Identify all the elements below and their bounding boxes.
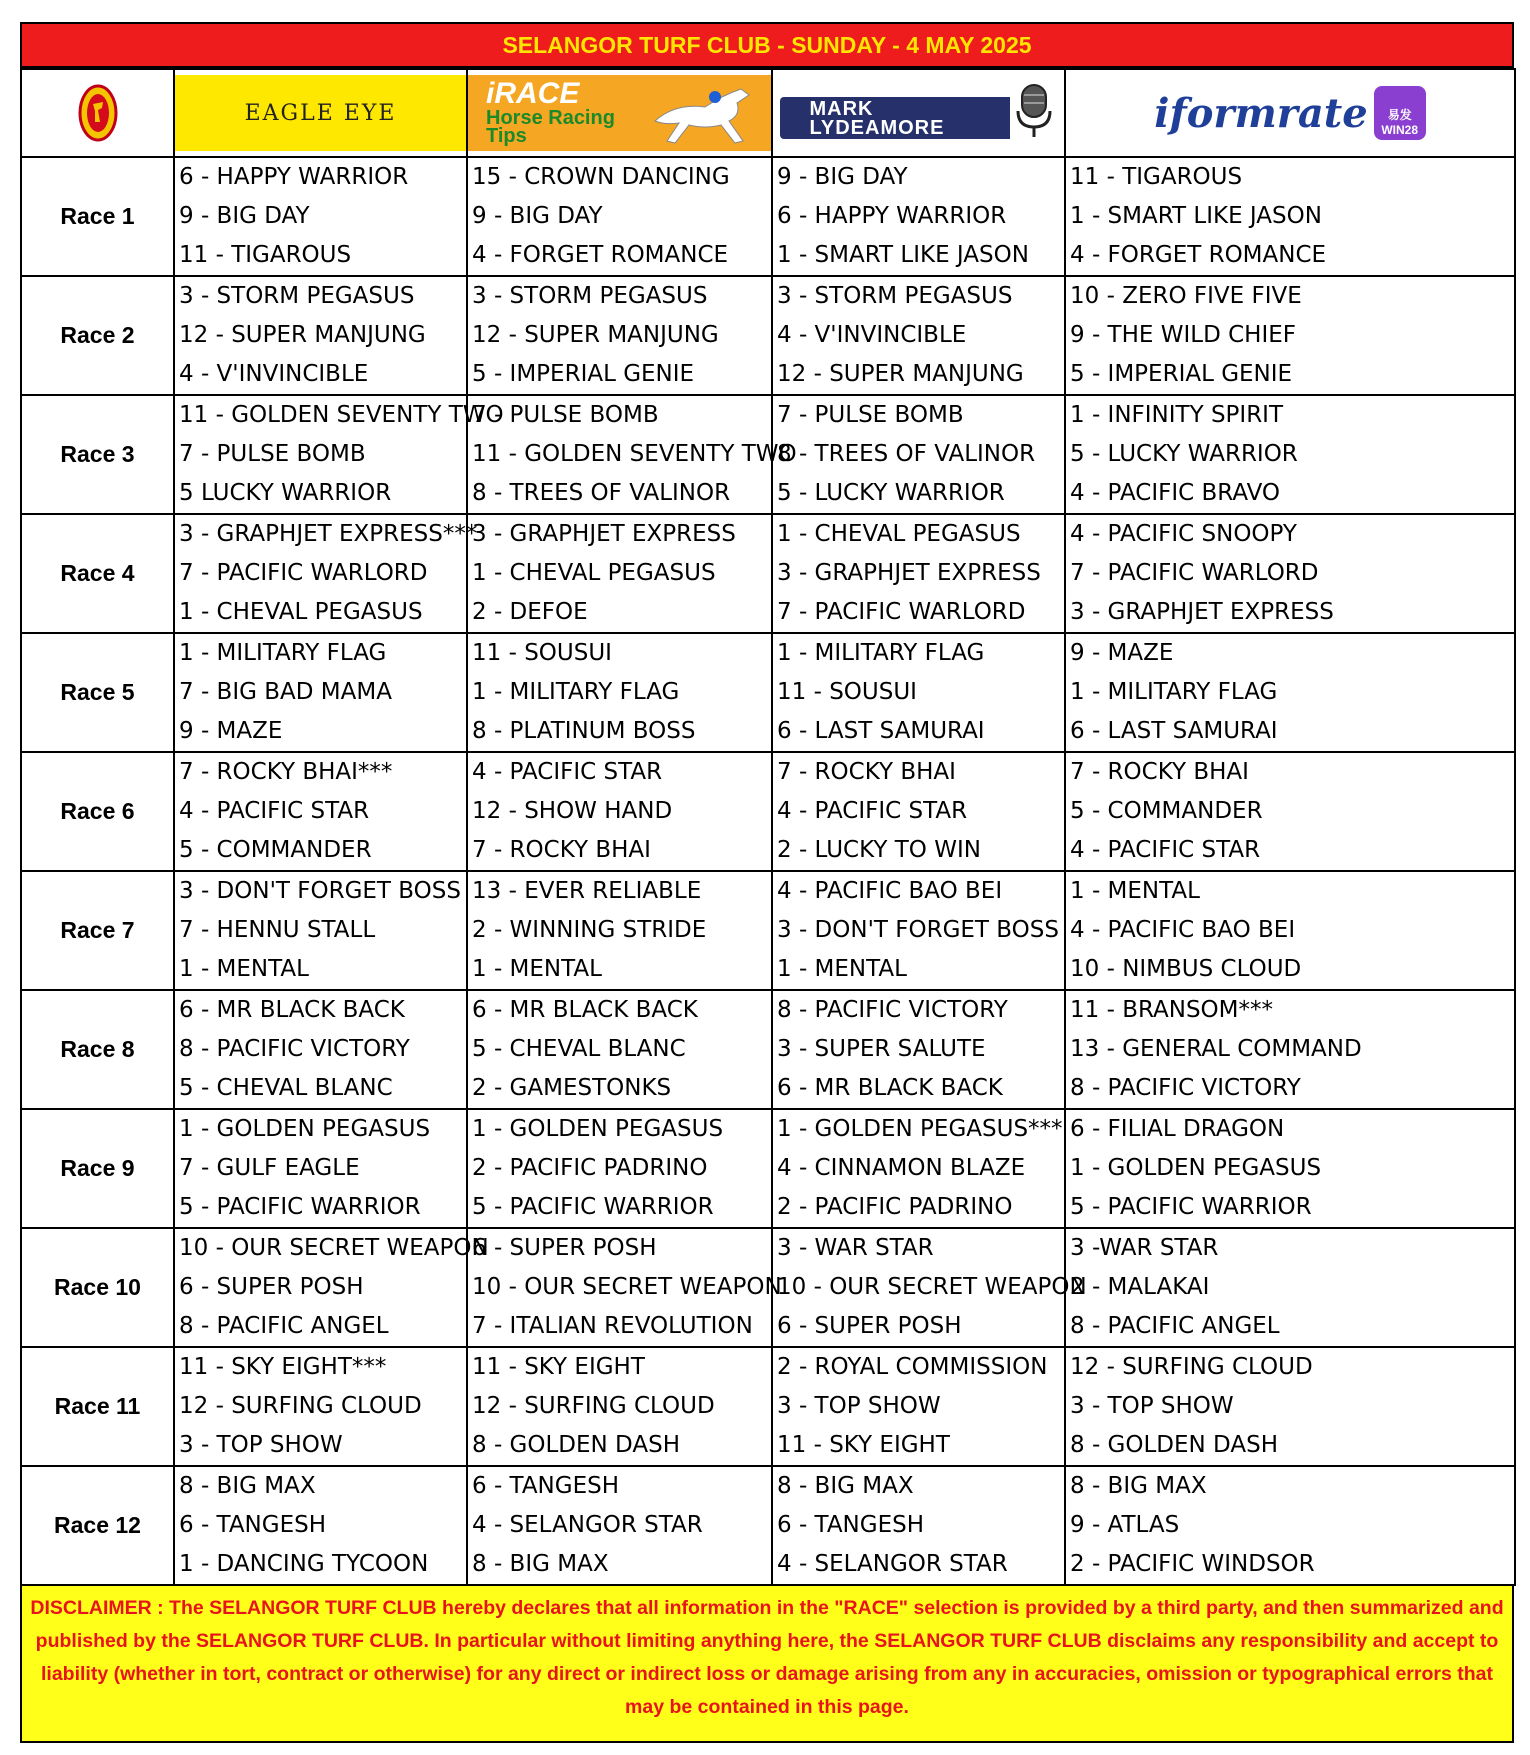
horse-pick: 6 - SUPER POSH xyxy=(472,1235,657,1261)
iformrate-name: iformrate xyxy=(1154,89,1368,137)
tipster-picks-cell xyxy=(1065,514,1515,633)
horse-pick: 1 - SMART LIKE JASON xyxy=(1070,203,1322,229)
horse-pick: 6 - LAST SAMURAI xyxy=(1070,718,1278,744)
horse-pick: 11 - SOUSUI xyxy=(472,640,612,666)
horse-pick: 11 - BRANSOM*** xyxy=(1070,997,1274,1023)
iformrate-logo xyxy=(1154,86,1425,140)
race-label: Race 12 xyxy=(21,1466,174,1585)
tipster-picks-cell xyxy=(174,157,467,276)
horse-pick: 7 - ROCKY BHAI*** xyxy=(179,759,393,785)
horse-pick: 3 - GRAPHJET EXPRESS*** xyxy=(179,521,478,547)
race-rows xyxy=(21,157,1515,1585)
horse-pick: 5 - CHEVAL BLANC xyxy=(472,1036,686,1062)
tipster-picks-cell xyxy=(467,276,772,395)
tipster-picks-cell xyxy=(1065,1347,1515,1466)
horse-pick: 4 - FORGET ROMANCE xyxy=(1070,242,1327,268)
horse-pick: 15 - CROWN DANCING xyxy=(472,164,730,190)
horse-pick: 2 - GAMESTONKS xyxy=(472,1075,672,1101)
horse-pick: 8 - BIG MAX xyxy=(179,1473,316,1499)
horse-pick: 4 - PACIFIC STAR xyxy=(1070,837,1261,863)
horse-pick: 12 - SURFING CLOUD xyxy=(1070,1354,1313,1380)
tipster-picks-cell xyxy=(772,990,1065,1109)
horse-pick: 2 - LUCKY TO WIN xyxy=(777,837,981,863)
horse-pick: 7 - PACIFIC WARLORD xyxy=(179,560,428,586)
tipster-picks-cell xyxy=(772,1228,1087,1347)
tipster-picks-cell xyxy=(467,514,772,633)
horse-pick: 12 - SUPER MANJUNG xyxy=(777,361,1024,387)
horse-pick: 12 - SURFING CLOUD xyxy=(179,1393,422,1419)
horse-pick: 5 - PACIFIC WARRIOR xyxy=(472,1194,714,1220)
horse-pick: 7 - ROCKY BHAI xyxy=(472,837,651,863)
horse-pick: 11 - SKY EIGHT xyxy=(777,1432,950,1458)
tipster-picks-cell xyxy=(1065,1109,1515,1228)
race-label: Race 6 xyxy=(21,752,174,871)
horse-pick: 2 - WINNING STRIDE xyxy=(472,917,707,943)
tipster-picks-cell xyxy=(174,752,467,871)
horse-pick: 7 - PULSE BOMB xyxy=(472,402,659,428)
tipster-picks-cell xyxy=(772,1109,1065,1228)
tipster-picks-cell xyxy=(1065,395,1515,514)
horse-pick: 10 - OUR SECRET WEAPON xyxy=(472,1274,782,1300)
tipster-picks-cell xyxy=(467,633,772,752)
horse-pick: 2 - DEFOE xyxy=(472,599,588,625)
horse-pick: 6 - SUPER POSH xyxy=(179,1274,364,1300)
horse-pick: 7 - PULSE BOMB xyxy=(777,402,964,428)
horse-pick: 4 - PACIFIC STAR xyxy=(179,798,370,824)
tips-sheet xyxy=(20,22,1514,1743)
horse-pick: 3 - TOP SHOW xyxy=(777,1393,941,1419)
horse-pick: 4 - PACIFIC BAO BEI xyxy=(777,878,1003,904)
horse-pick: 4 - PACIFIC STAR xyxy=(472,759,663,785)
race-row xyxy=(21,990,1515,1109)
horse-pick: 1 - DANCING TYCOON xyxy=(179,1551,429,1577)
horse-pick: 6 - LAST SAMURAI xyxy=(777,718,985,744)
horse-pick: 9 - ATLAS xyxy=(1070,1512,1180,1538)
eagle-eye-logo-cell xyxy=(174,69,467,157)
horse-pick: 6 - SUPER POSH xyxy=(777,1313,962,1339)
horse-pick: 4 - V'INVINCIBLE xyxy=(777,322,967,348)
horse-pick: 3 - SUPER SALUTE xyxy=(777,1036,986,1062)
horse-pick: 5 LUCKY WARRIOR xyxy=(179,480,392,506)
horse-pick: 7 - PACIFIC WARLORD xyxy=(777,599,1026,625)
race-row xyxy=(21,633,1515,752)
horse-pick: 1 - CHEVAL PEGASUS xyxy=(777,521,1021,547)
tipster-picks-cell xyxy=(174,1228,489,1347)
horse-pick: 6 - TANGESH xyxy=(777,1512,925,1538)
tipster-picks-cell xyxy=(174,633,467,752)
horse-pick: 9 - MAZE xyxy=(1070,640,1174,666)
horse-pick: 1 - MILITARY FLAG xyxy=(472,679,680,705)
horse-pick: 5 - IMPERIAL GENIE xyxy=(1070,361,1293,387)
horse-pick: 5 - COMMANDER xyxy=(179,837,372,863)
horse-pick: 3 - WAR STAR xyxy=(777,1235,934,1261)
disclaimer: DISCLAIMER : The SELANGOR TURF CLUB hereby declares that all information in the "RACE" selection is provided by a third party, and then summarized and published by the SELANGOR TURF CLUB. In particular without limiting anything here, the SELANGOR TURF CLUB disclaims any responsibility and accept to liability (whether in tort, contract or otherwise) for any direct or indirect loss or damage arising from any in accuracies, omission or typographical errors that may be contained in this page. xyxy=(20,1586,1514,1743)
horse-pick: 1 - CHEVAL PEGASUS xyxy=(472,560,716,586)
horse-pick: 1 - GOLDEN PEGASUS xyxy=(179,1116,431,1142)
horse-pick: 6 - MR BLACK BACK xyxy=(472,997,698,1023)
horse-pick: 11 - TIGAROUS xyxy=(1070,164,1243,190)
horse-pick: 7 - GULF EAGLE xyxy=(179,1155,360,1181)
horse-pick: 3 - DON'T FORGET BOSS xyxy=(179,878,461,904)
horse-pick: 4 - FORGET ROMANCE xyxy=(472,242,729,268)
horse-pick: 8 - PACIFIC ANGEL xyxy=(179,1313,389,1339)
horse-pick: 7 - HENNU STALL xyxy=(179,917,376,943)
horse-pick: 5 - CHEVAL BLANC xyxy=(179,1075,393,1101)
page-title: SELANGOR TURF CLUB - SUNDAY - 4 MAY 2025 xyxy=(20,22,1514,68)
mark-lydeamore-logo xyxy=(774,83,1064,143)
race-label: Race 2 xyxy=(21,276,174,395)
horse-pick: 1 - INFINITY SPIRIT xyxy=(1070,402,1284,428)
tipster-picks-cell xyxy=(174,395,504,514)
race-label: Race 7 xyxy=(21,871,174,990)
horse-pick: 2 - MALAKAI xyxy=(1070,1274,1210,1300)
tipster-picks-cell xyxy=(467,157,772,276)
race-label: Race 4 xyxy=(21,514,174,633)
tipster-picks-cell xyxy=(174,1109,467,1228)
tipster-picks-cell xyxy=(772,752,1065,871)
horse-pick: 9 - BIG DAY xyxy=(777,164,908,190)
horse-pick: 9 - THE WILD CHIEF xyxy=(1070,322,1297,348)
horse-pick: 11 - SKY EIGHT xyxy=(472,1354,645,1380)
horse-pick: 1 - MILITARY FLAG xyxy=(1070,679,1278,705)
horse-pick: 4 - PACIFIC STAR xyxy=(777,798,968,824)
race-row xyxy=(21,752,1515,871)
horse-pick: 1 - MENTAL xyxy=(777,956,907,982)
race-row xyxy=(21,1228,1515,1347)
tipster-picks-cell xyxy=(772,871,1065,990)
horse-pick: 11 - GOLDEN SEVENTY TWO xyxy=(472,441,797,467)
tipster-picks-cell xyxy=(174,1466,467,1585)
horse-pick: 8 - TREES OF VALINOR xyxy=(472,480,731,506)
tipster-picks-cell xyxy=(467,752,772,871)
horse-pick: 3 - GRAPHJET EXPRESS xyxy=(1070,599,1334,625)
tipster-picks-cell xyxy=(467,990,772,1109)
tipster-picks-cell xyxy=(467,1109,772,1228)
horse-pick: 4 - PACIFIC BRAVO xyxy=(1070,480,1281,506)
tipster-picks-cell xyxy=(1065,276,1515,395)
horse-pick: 3 - GRAPHJET EXPRESS xyxy=(777,560,1041,586)
tipster-picks-cell xyxy=(1065,1466,1515,1585)
horse-pick: 4 - SELANGOR STAR xyxy=(472,1512,703,1538)
horse-pick: 3 - STORM PEGASUS xyxy=(179,283,415,309)
race-label: Race 9 xyxy=(21,1109,174,1228)
race-label: Race 1 xyxy=(21,157,174,276)
horse-pick: 1 - MENTAL xyxy=(472,956,602,982)
horse-pick: 9 - MAZE xyxy=(179,718,283,744)
horse-pick: 6 - MR BLACK BACK xyxy=(777,1075,1003,1101)
race-row xyxy=(21,276,1515,395)
horse-pick: 10 - OUR SECRET WEAPON xyxy=(179,1235,489,1261)
horse-pick: 8 - PACIFIC VICTORY xyxy=(777,997,1008,1023)
horse-pick: 8 - TREES OF VALINOR xyxy=(777,441,1036,467)
horse-pick: 12 - SUPER MANJUNG xyxy=(179,322,426,348)
tipster-picks-cell xyxy=(1065,633,1515,752)
eagle-eye-logo xyxy=(175,75,466,151)
horse-pick: 7 - ITALIAN REVOLUTION xyxy=(472,1313,753,1339)
tipster-picks-cell xyxy=(467,1228,782,1347)
horse-pick: 4 - CINNAMON BLAZE xyxy=(777,1155,1026,1181)
horse-pick: 3 - TOP SHOW xyxy=(179,1432,343,1458)
tipster-picks-cell xyxy=(772,1466,1065,1585)
tipster-picks-cell xyxy=(1065,871,1515,990)
horse-pick: 6 - HAPPY WARRIOR xyxy=(179,164,409,190)
horse-pick: 5 - PACIFIC WARRIOR xyxy=(179,1194,421,1220)
tipster-picks-cell xyxy=(1065,990,1515,1109)
horse-pick: 5 - IMPERIAL GENIE xyxy=(472,361,695,387)
tipster-picks-cell xyxy=(772,1347,1065,1466)
horse-pick: 7 - PACIFIC WARLORD xyxy=(1070,560,1319,586)
race-row xyxy=(21,1109,1515,1228)
tipster-picks-cell xyxy=(1065,1228,1515,1347)
horse-pick: 3 - TOP SHOW xyxy=(1070,1393,1234,1419)
horse-pick: 1 - MENTAL xyxy=(179,956,309,982)
horse-pick: 1 - SMART LIKE JASON xyxy=(777,242,1029,268)
horse-pick: 5 - LUCKY WARRIOR xyxy=(777,480,1005,506)
tipster-picks-cell xyxy=(1065,157,1515,276)
tipster-picks-cell xyxy=(174,514,478,633)
horse-pick: 7 - BIG BAD MAMA xyxy=(179,679,392,705)
horse-pick: 7 - PULSE BOMB xyxy=(179,441,366,467)
horse-pick: 3 - DON'T FORGET BOSS xyxy=(777,917,1059,943)
horse-pick: 5 - PACIFIC WARRIOR xyxy=(1070,1194,1312,1220)
club-logo-cell xyxy=(21,69,174,157)
horse-pick: 8 - PACIFIC VICTORY xyxy=(1070,1075,1301,1101)
horse-pick: 8 - PLATINUM BOSS xyxy=(472,718,696,744)
horse-pick: 10 - OUR SECRET WEAPON xyxy=(777,1274,1087,1300)
horse-pick: 3 - GRAPHJET EXPRESS xyxy=(472,521,736,547)
race-label: Race 3 xyxy=(21,395,174,514)
horse-pick: 1 - MILITARY FLAG xyxy=(179,640,387,666)
selangor-turf-club-logo xyxy=(78,84,118,142)
horse-pick: 9 - BIG DAY xyxy=(472,203,603,229)
tips-table xyxy=(20,68,1516,1586)
horse-pick: 12 - SHOW HAND xyxy=(472,798,673,824)
race-row xyxy=(21,395,1515,514)
horse-pick: 4 - PACIFIC SNOOPY xyxy=(1070,521,1297,547)
horse-pick: 8 - BIG MAX xyxy=(1070,1473,1207,1499)
race-label: Race 10 xyxy=(21,1228,174,1347)
race-row xyxy=(21,871,1515,990)
horse-pick: 6 - MR BLACK BACK xyxy=(179,997,405,1023)
horse-pick: 6 - FILIAL DRAGON xyxy=(1070,1116,1285,1142)
horse-pick: 1 - GOLDEN PEGASUS*** xyxy=(777,1116,1063,1142)
tipster-picks-cell xyxy=(467,1466,772,1585)
horse-pick: 11 - TIGAROUS xyxy=(179,242,352,268)
horse-pick: 10 - ZERO FIVE FIVE xyxy=(1070,283,1302,309)
logo-row xyxy=(21,69,1515,157)
tipster-picks-cell xyxy=(174,871,467,990)
horse-pick: 11 - SKY EIGHT*** xyxy=(179,1354,387,1380)
horse-pick: 9 - BIG DAY xyxy=(179,203,310,229)
eagle-eye-name: EAGLE EYE xyxy=(244,100,397,126)
horse-pick: 8 - PACIFIC ANGEL xyxy=(1070,1313,1280,1339)
horse-pick: 4 - PACIFIC BAO BEI xyxy=(1070,917,1296,943)
tipster-picks-cell xyxy=(772,395,1065,514)
race-label: Race 11 xyxy=(21,1347,174,1466)
horse-pick: 5 - LUCKY WARRIOR xyxy=(1070,441,1298,467)
horse-pick: 2 - ROYAL COMMISSION xyxy=(777,1354,1048,1380)
horse-pick: 13 - GENERAL COMMAND xyxy=(1070,1036,1362,1062)
race-row xyxy=(21,157,1515,276)
horse-pick: 13 - EVER RELIABLE xyxy=(472,878,702,904)
horse-pick: 6 - TANGESH xyxy=(179,1512,327,1538)
tipster-picks-cell xyxy=(772,276,1065,395)
irace-logo-cell xyxy=(467,69,772,157)
tipster-picks-cell xyxy=(772,157,1065,276)
win28-badge: 易发 WIN28 xyxy=(1374,86,1426,140)
tipster-picks-cell xyxy=(174,1347,467,1466)
horse-pick: 11 - GOLDEN SEVENTY TWO xyxy=(179,402,504,428)
horse-pick: 2 - PACIFIC PADRINO xyxy=(472,1155,708,1181)
tipster-picks-cell xyxy=(1065,752,1515,871)
horse-pick: 1 - GOLDEN PEGASUS xyxy=(1070,1155,1322,1181)
horse-pick: 8 - BIG MAX xyxy=(472,1551,609,1577)
race-label: Race 5 xyxy=(21,633,174,752)
tipster-picks-cell xyxy=(772,633,1065,752)
horse-pick: 4 - V'INVINCIBLE xyxy=(179,361,369,387)
horse-pick: 1 - CHEVAL PEGASUS xyxy=(179,599,423,625)
race-label: Race 8 xyxy=(21,990,174,1109)
tipster-picks-cell xyxy=(467,1347,772,1466)
tipster-picks-cell xyxy=(174,276,467,395)
horse-pick: 8 - BIG MAX xyxy=(777,1473,914,1499)
horse-pick: 1 - GOLDEN PEGASUS xyxy=(472,1116,724,1142)
horse-pick: 4 - SELANGOR STAR xyxy=(777,1551,1008,1577)
race-row xyxy=(21,1347,1515,1466)
mark-lydeamore-name: MARK LYDEAMORE xyxy=(780,97,1010,139)
horse-pick: 8 - GOLDEN DASH xyxy=(1070,1432,1278,1458)
horse-pick: 7 - ROCKY BHAI xyxy=(777,759,956,785)
horse-pick: 8 - PACIFIC VICTORY xyxy=(179,1036,410,1062)
horse-pick: 6 - HAPPY WARRIOR xyxy=(777,203,1007,229)
irace-logo xyxy=(468,75,771,151)
horse-pick: 8 - GOLDEN DASH xyxy=(472,1432,680,1458)
horse-pick: 12 - SUPER MANJUNG xyxy=(472,322,719,348)
horse-pick: 3 - STORM PEGASUS xyxy=(777,283,1013,309)
horse-pick: 1 - MILITARY FLAG xyxy=(777,640,985,666)
horse-pick: 7 - ROCKY BHAI xyxy=(1070,759,1249,785)
mark-lydeamore-logo-cell xyxy=(772,69,1065,157)
tipster-picks-cell xyxy=(467,871,772,990)
iformrate-logo-cell xyxy=(1065,69,1515,157)
irace-name: iRACE xyxy=(486,77,580,110)
horse-pick: 5 - COMMANDER xyxy=(1070,798,1263,824)
horse-pick: 1 - MENTAL xyxy=(1070,878,1200,904)
horse-pick: 10 - NIMBUS CLOUD xyxy=(1070,956,1302,982)
horse-pick: 2 - PACIFIC WINDSOR xyxy=(1070,1551,1315,1577)
tipster-picks-cell xyxy=(174,990,467,1109)
horse-pick: 12 - SURFING CLOUD xyxy=(472,1393,715,1419)
irace-subtitle: Horse Racing Tips xyxy=(486,107,615,147)
horse-pick: 11 - SOUSUI xyxy=(777,679,917,705)
microphone-icon xyxy=(1012,83,1056,141)
horse-pick: 3 - STORM PEGASUS xyxy=(472,283,708,309)
race-row xyxy=(21,1466,1515,1585)
race-row xyxy=(21,514,1515,633)
horse-pick: 6 - TANGESH xyxy=(472,1473,620,1499)
tipster-picks-cell xyxy=(467,395,797,514)
horse-pick: 2 - PACIFIC PADRINO xyxy=(777,1194,1013,1220)
racehorse-icon xyxy=(645,81,765,149)
horse-pick: 3 -WAR STAR xyxy=(1070,1235,1219,1261)
tipster-picks-cell xyxy=(772,514,1065,633)
